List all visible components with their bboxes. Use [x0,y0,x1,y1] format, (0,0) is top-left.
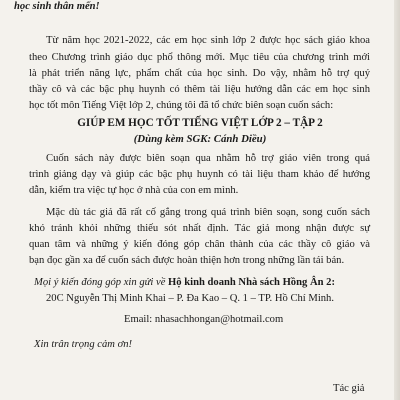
book-title: GIÚP EM HỌC TỐT TIẾNG VIỆT LỚP 2 – TẬP 2 [77,117,323,129]
apology-line: Mặc dù tác giả đã rất cố gắng trong quá trình biên soạn, song cuốn sách [46,207,370,218]
thanks-line: Xin trân trọng cảm ơn! [34,339,133,350]
contact-colon: : [331,277,335,288]
intro-line: theo Chương trình giáo dục phổ thông mới. Mục tiêu của chương trình mới [29,52,370,63]
email: Email: nhasachhongan@hotmail.com [124,314,284,325]
contact-prefix: Mọi ý kiến đóng góp xin gửi về [34,277,169,288]
purpose-line: Cuốn sách này được biên soạn qua nhằm hỗ trợ giáo viên trong quá [46,153,370,164]
apology-line: bạn đọc gần xa để cuốn sách được hoàn thiện hơn trong những lần tái bản. [29,255,345,266]
intro-line: thầy cô và các bậc phụ huynh có thêm tài liệu hướng dẫn các em học sinh [29,84,370,95]
apology-line: quan tâm và những ý kiến đóng góp chân thành của các thầy cô giáo và [29,239,370,250]
intro-line: là phát triển năng lực, phẩm chất của học sinh. Do vậy, nhằm hỗ trợ quý [29,68,370,79]
contact-company: Hộ kinh doanh Nhà sách Hồng Ân 2 [168,277,332,288]
page-edge-shadow [394,0,400,400]
intro-line: Từ năm học 2021-2022, các em học sinh lớp 2 được học sách giáo khoa [46,35,370,46]
greeting-fragment: học sinh thân mến! [14,1,100,12]
contact-line [34,276,335,290]
apology-line: khó tránh khỏi những thiếu sót nhất định. Tác giả mong nhận được sự [29,223,370,234]
purpose-line: trình giảng dạy và giúp các bậc phụ huynh có tài liệu tham khảo để hướng [29,169,370,180]
intro-line: học tốt môn Tiếng Việt lớp 2, chúng tôi đã tổ chức biên soạn cuốn sách: [29,100,334,111]
purpose-line: dẫn, kiểm tra việc tự học ở nhà của con em mình. [29,185,239,196]
address: 20C Nguyễn Thị Minh Khai – P. Đa Kao – Q. 1 – TP. Hồ Chí Minh. [46,293,335,304]
signature: Tác giả [333,383,365,394]
book-subtitle: (Dùng kèm SGK: Cánh Diều) [133,133,267,145]
